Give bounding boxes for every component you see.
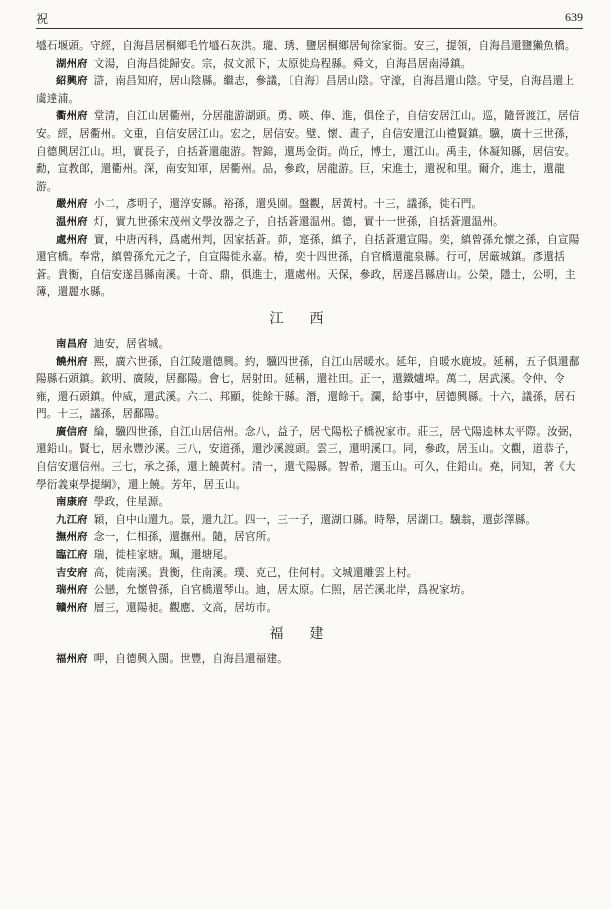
entry-text: 迪安，居省城。 (93, 337, 170, 350)
prefecture-name: 嚴州府 (56, 198, 88, 211)
prefecture-name: 温州府 (56, 215, 88, 228)
prefecture-name: 廣信府 (56, 425, 88, 438)
entry-text: 文湯，自海昌徙歸安。宗，叔文派下，太原徙烏程縣。舜文，自海昌居南潯鎮。 (93, 57, 472, 70)
running-header (36, 10, 583, 29)
entry-text: 綸，驥四世孫，自江山居信州。念八，益子，居弋陽松子橋祝家市。莊三，居弋陽逵林太平際。汝弼，還鉛山。賢七，居永豐沙溪。三八，安道孫，還沙溪渡頭。雲三，還明溪口。同，參政，居玉山。文觀，道恭子，自信安還信州。三七，承之孫，還上饒黃村。清一，還弋陽縣。智希，還玉山。可久，住鉛山。堯，同知，著《大學衍義東學提綱》，還上饒。芳年，居玉山。 (36, 425, 580, 491)
prefecture-entry (36, 108, 583, 196)
prefecture-name: 饒州府 (56, 355, 88, 368)
prefecture-entry (36, 196, 583, 214)
prefecture-name: 撫州府 (56, 531, 88, 544)
prefecture-entry (36, 56, 583, 74)
entry-text: 念一，仁相孫，還撫州。隨，居官所。 (93, 531, 278, 544)
prefecture-entry (36, 547, 583, 565)
prefecture-entry (36, 651, 583, 669)
prefecture-entry (36, 582, 583, 600)
entry-text: 實，中唐丙科，爲處州判，因家括蒼。茆，寔孫，縝子，自括蒼還宣陽。奕，縝曾孫允懷之孫，自宣陽還官橋。奉常，縝曾孫允元之子，自宣陽徙永嘉。椿，奕十四世孫，自官橋還龍泉縣。行可，居厳城鎮。彥還括蒼。貴衡，自信安遂昌縣南溪。十奇、鼎，俱進士，還處州。天保，參政，居遂昌縣唐山。公榮，隱士，公明，主簿，還麗水縣。 (36, 233, 580, 299)
prefecture-name: 九江府 (56, 513, 88, 526)
prefecture-entry (36, 232, 583, 302)
prefecture-entry (36, 565, 583, 583)
entry-text: 呷，自德興入閩。世豐，自海昌還福建。 (93, 653, 289, 666)
prefecture-name: 福州府 (56, 653, 88, 666)
entry-text: 穎，自中山還九。景，還九江。四一，三一子，還湖口縣。時舉，居湖口。驥翁，還彭澤縣。 (93, 513, 537, 526)
page-content (36, 38, 583, 669)
entry-text: 堂清，自江山居衢州，分居龍游湖頭。勇、暎、俸、進，俱佺子，自信安居江山。巡，隨晉渡江，居信安。經，居衢州。文重，自信安居江山。宏之，居信安。璧、懷、晝子，自信安還江山禮賢鎮。驥，廣十三世孫，自德興居江山。坦，實長子，自括蒼還龍游。智錦，還馬金街。尚丘，博士，還江山。禹圭，休凝知縣，居信安。勳，宣教郎，還衢州。深，南安知軍，居衢州。品，參政，居龍游。巨，宋進士，還祝和里。爾介，進士，還龍游。 (36, 110, 580, 193)
prefecture-entry (36, 424, 583, 494)
section-heading: 福建 (269, 626, 350, 643)
entry-text: 瑞，徙桂家塘。珮，還塘尾。 (93, 549, 235, 562)
prefecture-name: 臨江府 (56, 549, 88, 562)
entry-text: 高，徙南溪。貴衡，住南溪。璞、克己，住何村。文城還雕雲上村。 (93, 566, 418, 579)
header-title: 祝 (36, 12, 49, 26)
prefecture-name: 南康府 (56, 496, 88, 509)
prefecture-name: 處州府 (56, 233, 88, 246)
entry-text: 小二，彥明子，還淳安縣。裕孫，還吳園。盤觀，居黃村。十三，議孫，徙石門。 (93, 198, 483, 211)
prefecture-entry (36, 600, 583, 618)
continued-paragraph: 墭石堰頭。守經，自海昌居桐鄉毛竹墭石灰洪。瓏、琇、鹽居桐鄉居甸徐家衙。安三，提領，自海昌還鹽獺魚橋。 (36, 40, 576, 52)
prefecture-name: 贛州府 (56, 601, 88, 614)
entry-text: 學政，住星源。 (93, 496, 170, 509)
section-heading: 江西 (269, 310, 350, 327)
entry-text: 灯，實九世孫宋茂州文學汝器之子，自括蒼還温州。德，實十一世孫，自括蒼還温州。 (93, 215, 504, 228)
prefecture-entry (36, 354, 583, 424)
prefecture-name: 南昌府 (56, 337, 88, 350)
prefecture-name: 湖州府 (56, 57, 88, 70)
page-number: 639 (565, 10, 583, 24)
prefecture-entry (36, 336, 583, 354)
prefecture-name: 瑞州府 (56, 584, 88, 597)
entry-text: 熙，廣六世孫，自江陵還德興。約，驥四世孫，自江山居暖水。延年，自暖水鹿坡。延稱，五子俱還鄱陽縣石頭鎮。欽明、廣陵，居鄱陽。會七，居射田。延稱，還社田。正一，還鐵爐埠。萬二，居武溪。令仲、令雍，還石頭鎮。仲威，還武溪。六二、邦顯，徙餘干縣。潛，還餘干。瀾，給事中，居德興縣。十六，議孫，居石門。十三，議孫，居鄱陽。 (36, 355, 580, 421)
entry-text: 層三，還陽昶。觀應、文高，居坊市。 (93, 601, 278, 614)
prefecture-entry (36, 73, 583, 108)
prefecture-entry (36, 512, 583, 530)
prefecture-name: 吉安府 (56, 566, 88, 579)
prefecture-entry (36, 494, 583, 512)
prefecture-name: 衢州府 (56, 110, 88, 123)
prefecture-entry (36, 214, 583, 232)
prefecture-name: 紹興府 (56, 75, 88, 88)
entry-text: 滸，南昌知府，居山陰縣。繼志，參議，〔自海〕昌居山陰。守濠，自海昌還山陰。守旻，自海昌還上虞達浦。 (36, 75, 575, 105)
entry-text: 公戀，允懷曾孫，自官橋還琴山。迪，居太原。仁照，居芒溪北岸，爲祝家坊。 (93, 584, 472, 597)
prefecture-entry (36, 529, 583, 547)
